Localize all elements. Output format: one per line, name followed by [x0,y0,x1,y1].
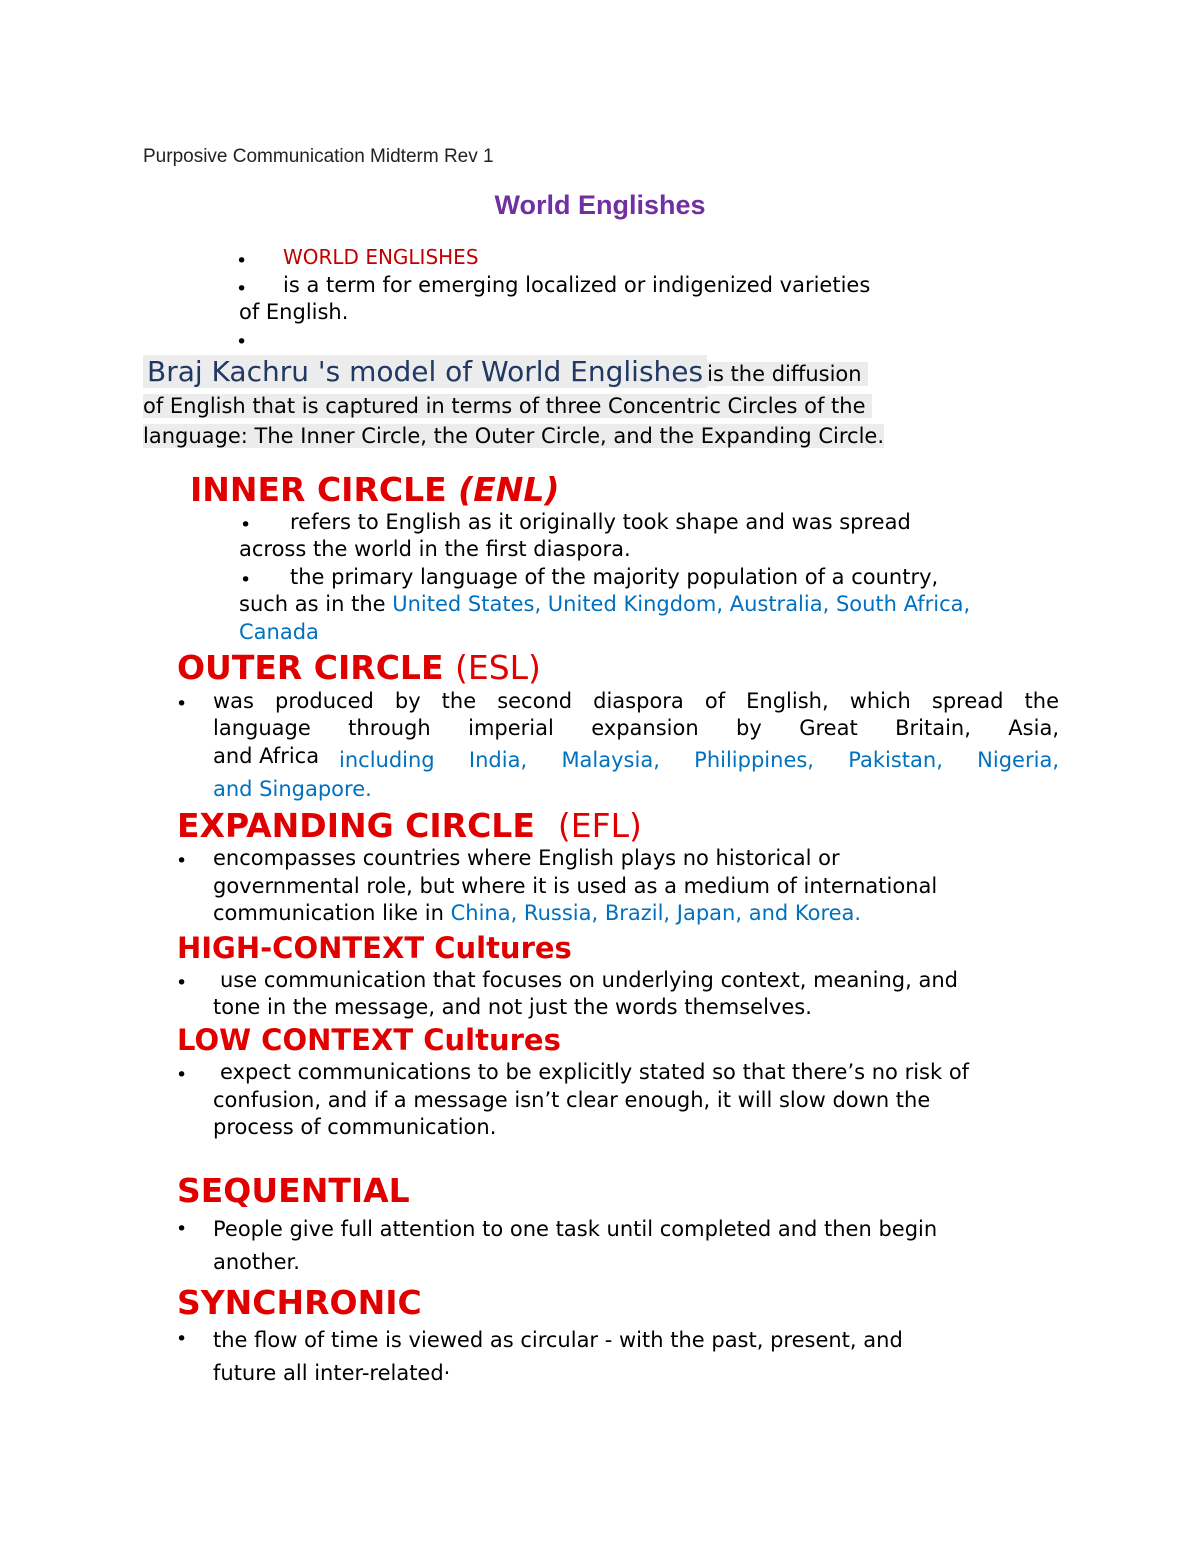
page-title: World Englishes [494,190,706,220]
definition-line: of English. [239,300,349,324]
inner-line [239,591,970,618]
low-context-heading: LOW CONTEXT Cultures [177,1023,561,1057]
synchronic-line: the flow of time is viewed as circular - with the past, present, and [213,1328,903,1352]
countries-list: United States, United Kingdom, Australia, South Africa, [392,592,971,616]
countries-list: including India, Malaysia, Philippines, Pakistan, Nigeria, [339,748,1059,772]
high-context-line: tone in the message, and not just the words themselves. [213,995,812,1019]
inner-circle-heading [190,470,560,509]
synchronic-line: future all inter-related· [213,1361,451,1385]
bullet-icon: • [176,1064,188,1086]
kachru-text: of English that is captured in terms of three Concentric Circles of the [143,394,872,418]
heading-abbr: (ENL) [458,470,560,509]
sequential-heading: SEQUENTIAL [177,1171,410,1210]
low-context-line: process of communication. [213,1115,497,1139]
heading-abbr: (EFL) [557,806,642,845]
kachru-model-label: Braj Kachru 's model of World Englishes [143,355,707,388]
bullet-icon: • [176,693,188,715]
outer-circle-heading [177,648,541,687]
heading-text: EXPANDING CIRCLE [177,806,535,845]
outer-line: was produced by the second diaspora of English, which spread the [213,689,1059,713]
heading-abbr: (ESL) [455,648,541,687]
expanding-line [213,900,861,927]
expanding-line: encompasses countries where English plays no historical or [213,846,840,870]
bullet-icon: • [240,514,252,536]
high-context-line: use communication that focuses on underlying context, meaning, and [220,968,958,992]
bullet-icon: • [236,250,248,272]
sequential-line: another. [213,1250,300,1274]
high-context-heading: HIGH-CONTEXT Cultures [177,931,572,965]
low-context-line: confusion, and if a message isn’t clear enough, it will slow down the [213,1088,931,1112]
kachru-text: language: The Inner Circle, the Outer Circle, and the Expanding Circle. [143,424,885,448]
synchronic-heading: SYNCHRONIC [177,1283,422,1322]
bullet-icon: • [176,1218,188,1240]
countries-list: China, Russia, Brazil, Japan, and Korea. [450,901,862,925]
countries-list: and Singapore. [213,777,372,801]
bullet-icon: • [236,278,248,300]
expanding-circle-heading [177,806,642,845]
expanding-line: governmental role, but where it is used as a medium of international [213,874,938,898]
bullet-icon: • [176,850,188,872]
bullet-icon: • [176,972,188,994]
heading-text: OUTER CIRCLE [177,648,444,687]
expanding-text: communication like in [213,901,444,925]
low-context-line: expect communications to be explicitly stated so that there’s no risk of [220,1060,970,1084]
world-englishes-term: WORLD ENGLISHES [283,245,479,269]
inner-line: refers to English as it originally took shape and was spread [290,510,911,534]
bullet-icon: • [176,1328,188,1350]
definition-line: is a term for emerging localized or indigenized varieties [283,273,871,297]
inner-line: across the world in the first diaspora. [239,537,631,561]
document-header: Purposive Communication Midterm Rev 1 [143,146,494,167]
bullet-icon: • [236,331,248,353]
heading-text: INNER CIRCLE [190,470,447,509]
outer-line: and Africa [213,744,320,768]
kachru-text: is the diffusion [707,362,867,386]
inner-line: the primary language of the majority population of a country, [290,565,939,589]
kachru-line [143,423,884,450]
sequential-line: People give full attention to one task until completed and then begin [213,1217,938,1241]
inner-text: such as in the [239,592,386,616]
bullet-icon: • [240,569,252,591]
outer-line: language through imperial expansion by Great Britain, Asia, [213,716,1059,740]
kachru-line [143,355,868,391]
countries-list: Canada [239,620,319,644]
kachru-line [143,393,872,420]
